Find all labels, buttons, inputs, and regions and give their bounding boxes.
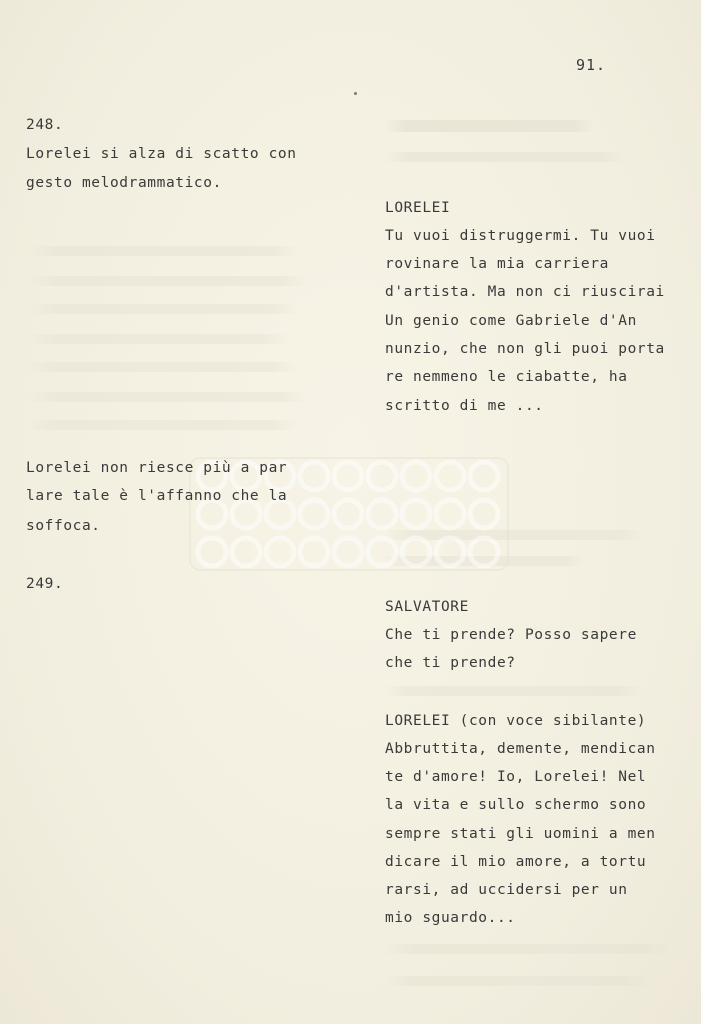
bleed-through-line [28,276,308,286]
text-line: d'artista. Ma non ci riuscirai [385,284,665,300]
text-line: soffoca. [26,518,101,534]
text-line: sempre stati gli uomini a men [385,826,656,842]
bleed-through-line [28,362,298,372]
bleed-through-line [28,392,308,402]
bleed-through-line [28,246,298,256]
bleed-through-line [384,120,594,132]
text-line: Tu vuoi distruggermi. Tu vuoi [385,228,656,244]
page-number: 91. [576,56,607,74]
text-line: gesto melodrammatico. [26,175,222,191]
text-line: dicare il mio amore, a tortu [385,854,647,870]
bleed-through-line [28,420,298,430]
bleed-through-line [28,334,288,344]
bleed-through-line [384,944,674,954]
text-line: Abbruttita, demente, mendican [385,741,656,757]
ink-speck [354,92,357,95]
bleed-through-line [384,686,644,696]
text-line: re nemmeno le ciabatte, ha [385,369,628,385]
text-line: Lorelei non riesce più a par [26,460,288,476]
text-line: rarsi, ad uccidersi per un [385,882,628,898]
text-line: scritto di me ... [385,398,544,414]
text-line: te d'amore! Io, Lorelei! Nel [385,769,647,785]
text-line: lare tale è l'affanno che la [26,488,288,504]
text-line: rovinare la mia carriera [385,256,609,272]
text-line: SALVATORE [385,599,469,615]
text-line: che ti prende? [385,655,516,671]
text-line: la vita e sullo schermo sono [385,797,647,813]
text-line: 248. [26,117,64,133]
text-line: LORELEI (con voce sibilante) [385,713,647,729]
text-line: nunzio, che non gli puoi porta [385,341,665,357]
text-line: mio sguardo... [385,910,516,926]
bleed-through-line [384,976,654,986]
text-line: Lorelei si alza di scatto con [26,146,297,162]
text-line: Un genio come Gabriele d'An [385,313,637,329]
text-line: 249. [26,576,64,592]
bleed-through-line [28,304,298,314]
bleed-through-line [384,152,624,162]
text-line: Che ti prende? Posso sapere [385,627,637,643]
text-line: LORELEI [385,200,451,216]
